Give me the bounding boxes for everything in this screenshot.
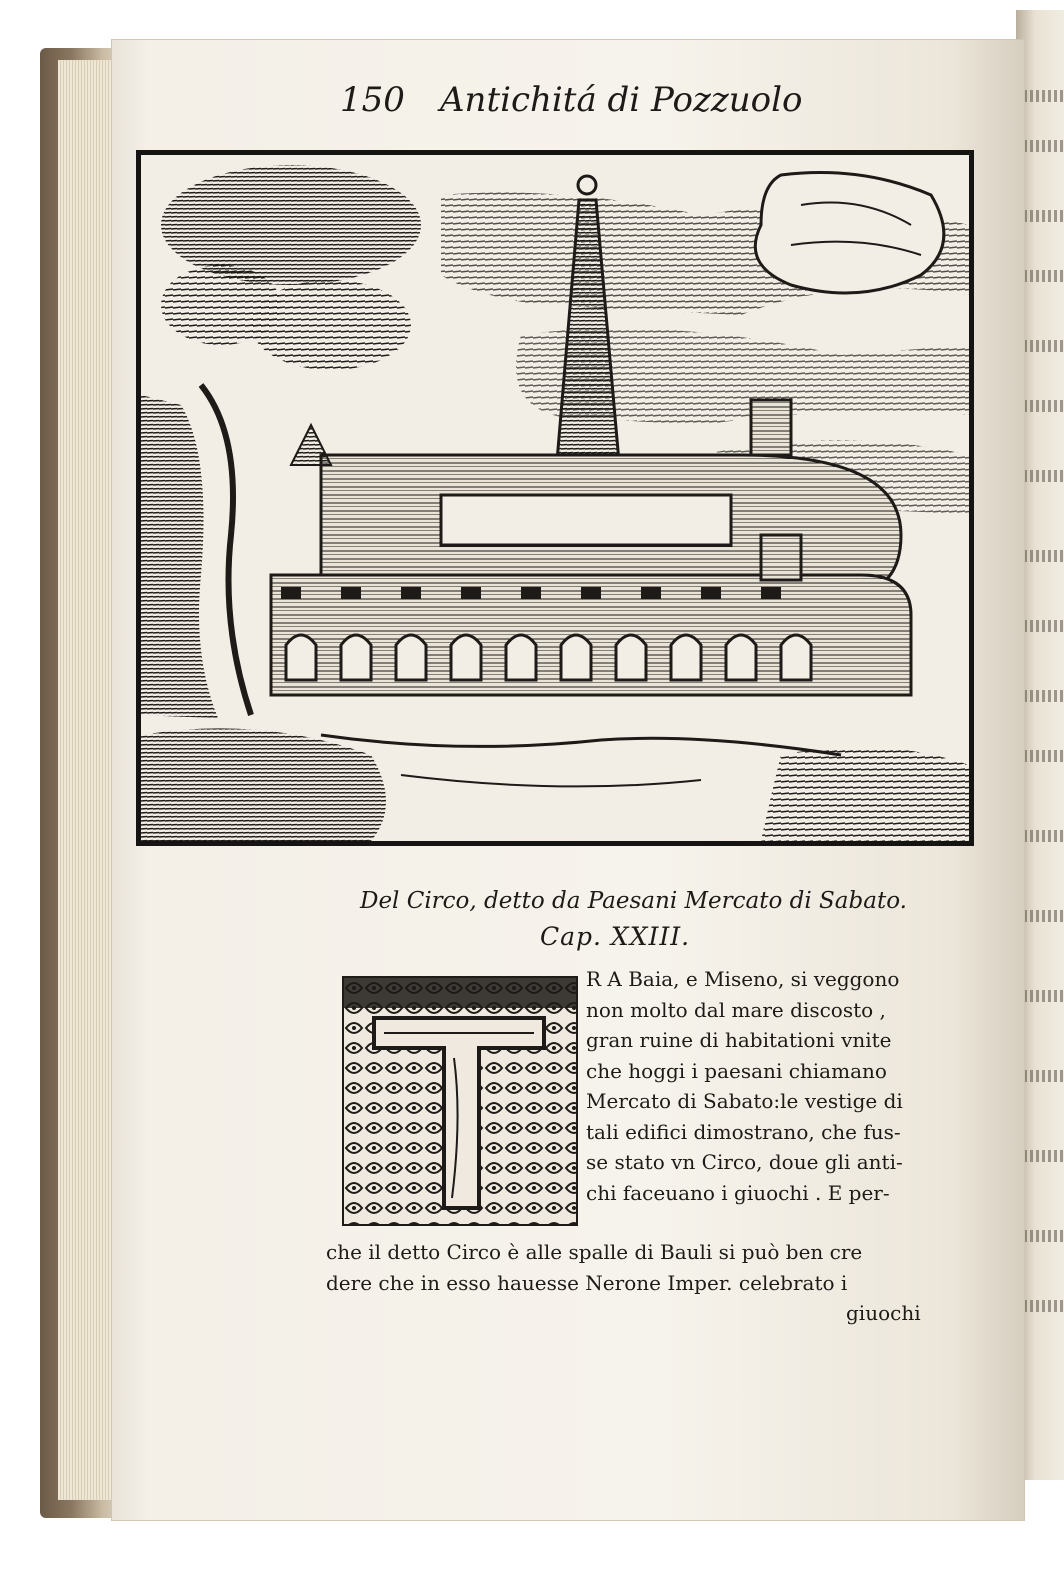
decorated-initial-T <box>342 976 578 1226</box>
woodcut-drawing <box>141 155 969 841</box>
text-line: se stato vn Circo, doue gli anti- <box>586 1150 903 1174</box>
text-line: R A Baia, e Miseno, si veggono <box>586 967 900 991</box>
text-line: che hoggi i paesani chiamano <box>586 1058 887 1083</box>
text-line-catchword: giuochi <box>846 1301 921 1325</box>
section-title: Del Circo, detto da Paesani Mercato di Sabato. <box>360 888 907 914</box>
running-head <box>340 80 860 130</box>
text-line: che il detto Circo è alle spalle di Bauli si può ben cre <box>326 1240 863 1264</box>
text-line: dere che in esso hauesse Nerone Imper. celebrato i <box>326 1270 848 1295</box>
text-line: gran ruine di habitationi vnite <box>586 1028 892 1052</box>
text-line: Mercato di Sabato:le vestige di <box>586 1089 903 1113</box>
text-line: chi faceuano i giuochi . E per- <box>586 1180 890 1205</box>
body-text-beside-initial <box>586 964 986 1208</box>
chapter-heading: Cap. XXIII. <box>540 922 691 951</box>
decorated-initial-icon <box>344 978 576 1224</box>
body-text-full-width <box>326 1237 986 1329</box>
running-title: Antichitá di Pozzuolo <box>440 80 803 120</box>
text-line: non molto dal mare discosto , <box>586 997 886 1022</box>
page-number: 150 <box>340 80 405 120</box>
text-line: tali edifici dimostrano, che fus- <box>586 1119 901 1144</box>
circus-woodcut-illustration <box>136 150 974 846</box>
